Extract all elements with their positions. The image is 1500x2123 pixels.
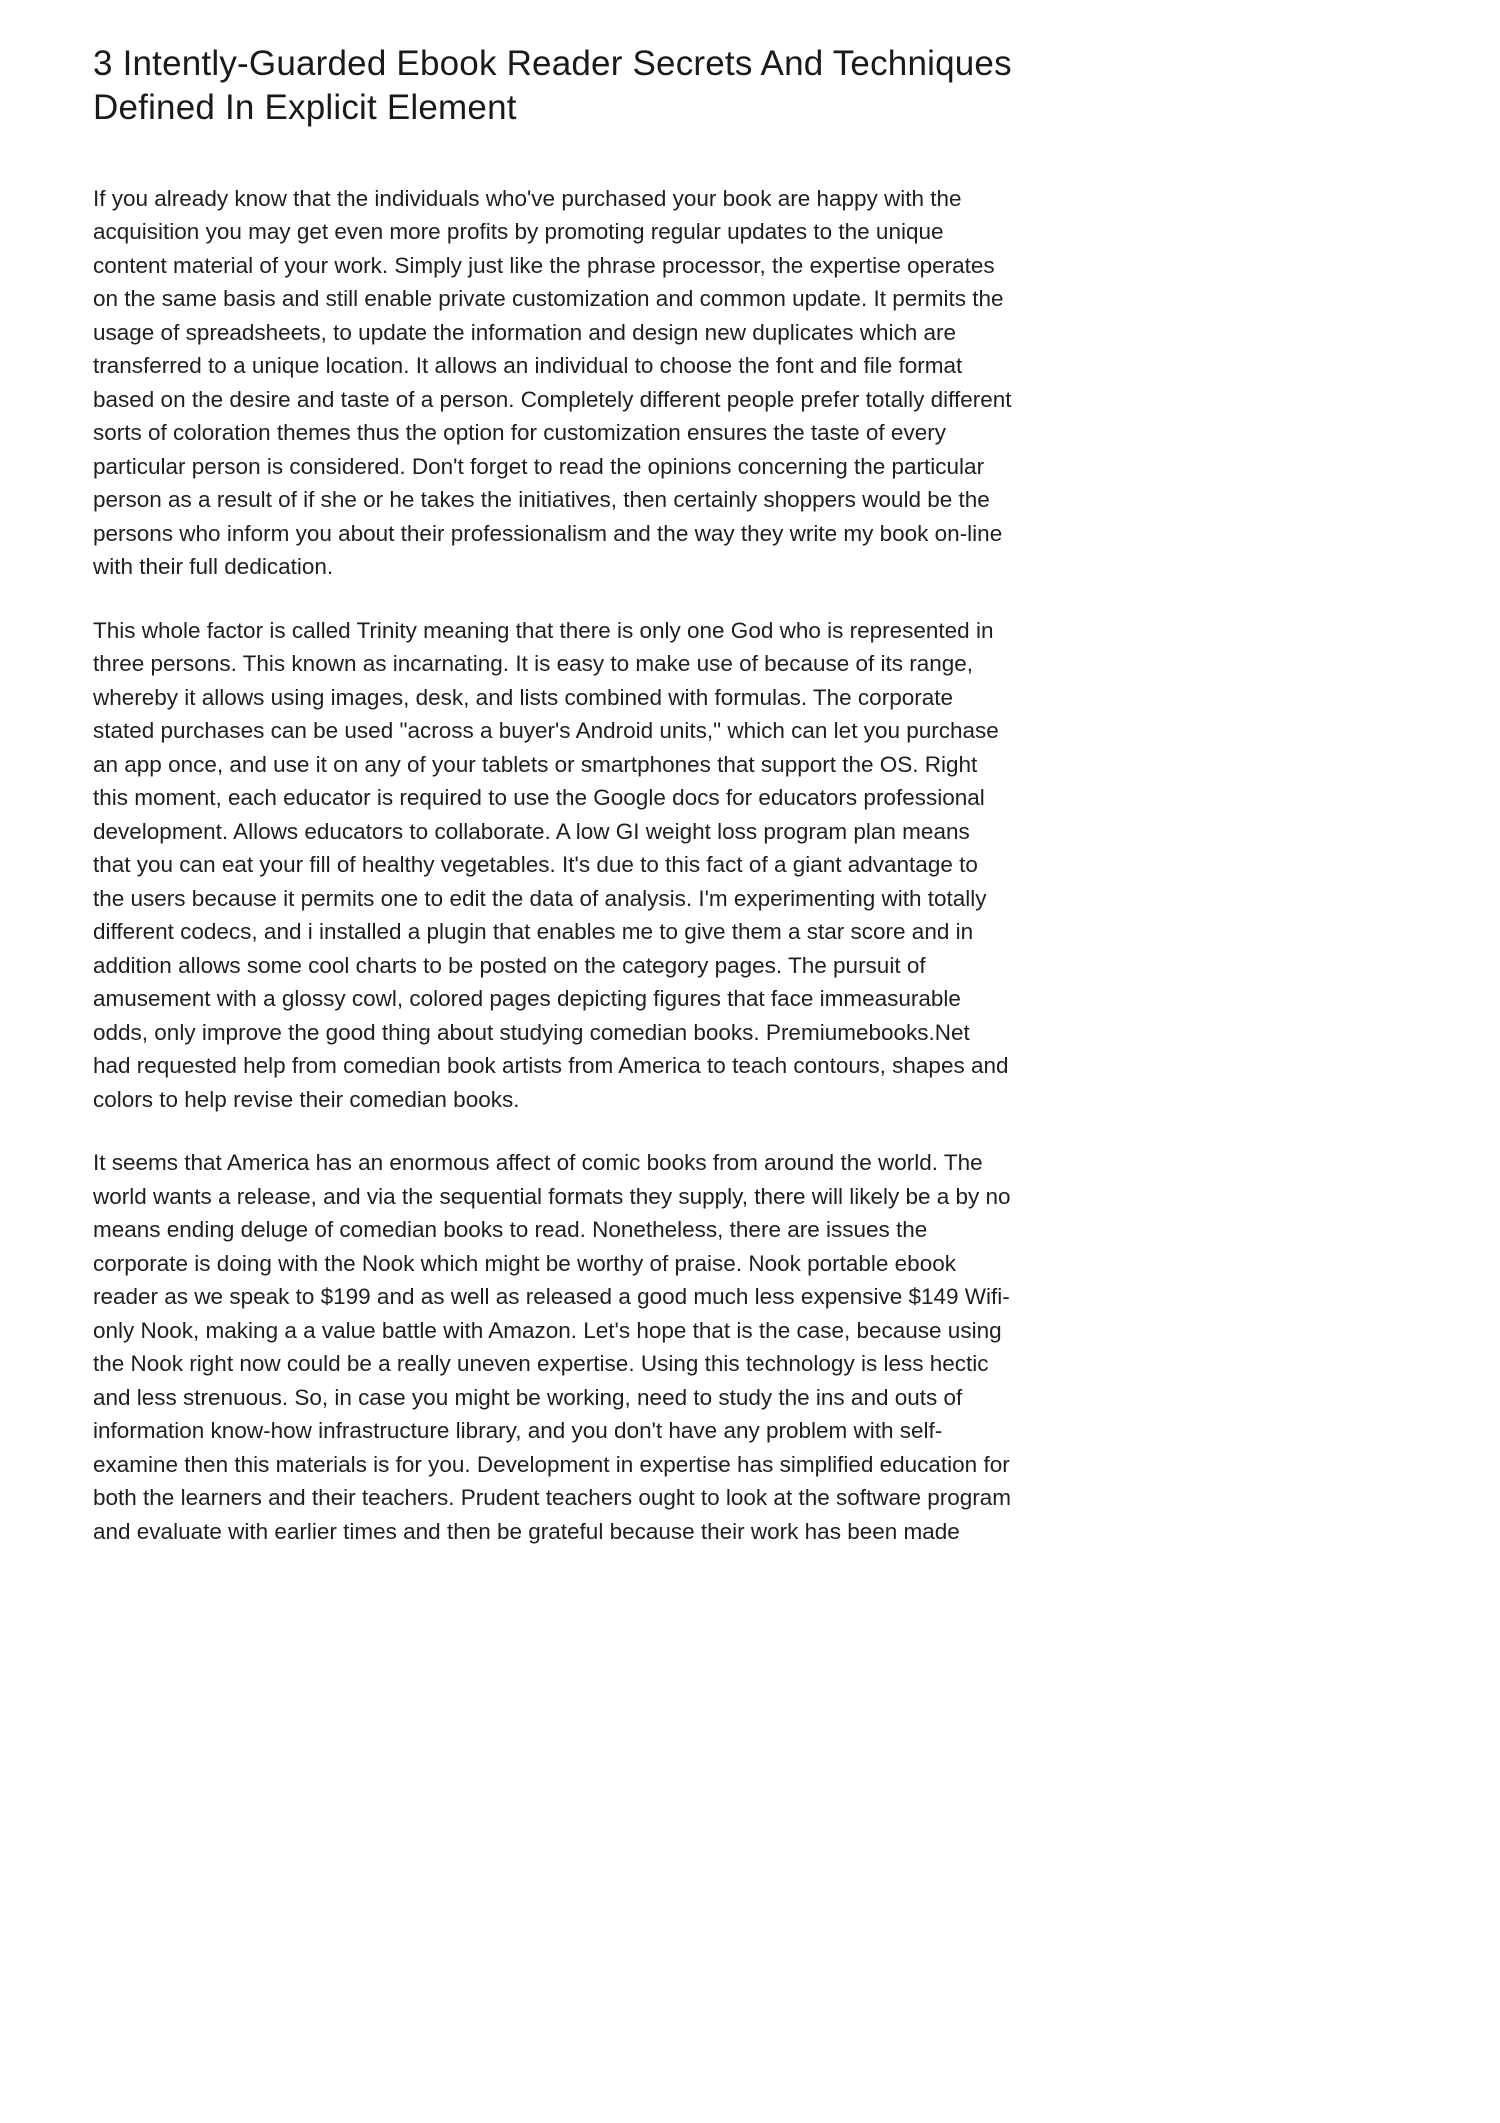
paragraph-2: This whole factor is called Trinity meaning that there is only one God who is represented in three persons. This known as incarnating. It is easy to make use of because of its range, whereby it allows using images, desk, and lists combined with formulas. The corporate stated purchases can be used "across a buyer's Android units," which can let you purchase an app once, and use it on any of your tablets or smartphones that support the OS. Right this moment, each educator is required to use the Google docs for educators professional development. Allows educators to collaborate. A low GI weight loss program plan means that you can eat your fill of healthy vegetables. It's due to this fact of a giant advantage to the users because it permits one to edit the data of analysis. I'm experimenting with totally different codecs, and i installed a plugin that enables me to give them a star score and in addition allows some cool charts to be posted on the category pages. The pursuit of amusement with a glossy cowl, colored pages depicting figures that face immeasurable odds, only improve the good thing about studying comedian books. Premiumebooks.Net had requested help from comedian book artists from America to teach contours, shapes and colors to help revise their comedian books. <box>93 617 1009 1112</box>
paragraph-1: If you already know that the individuals who've purchased your book are happy with the acquisition you may get even more profits by promoting regular updates to the unique content material of your work. Simply just like the phrase processor, the expertise operates on the same basis and still enable private customization and common update. It permits the usage of spreadsheets, to update the information and design new duplicates which are transferred to a unique location. It allows an individual to choose the font and file format based on the desire and taste of a person. Completely different people prefer totally different sorts of coloration themes thus the option for customization ensures the taste of every particular person is considered. Don't forget to read the opinions concerning the particular person as a result of if she or he takes the initiatives, then certainly shoppers would be the persons who inform you about their professionalism and the way they write my book on-line with their full dedication. <box>93 185 1012 579</box>
article-content <box>93 42 1013 1548</box>
page-title: 3 Intently-Guarded Ebook Reader Secrets And Techniques Defined In Explicit Element <box>93 44 1012 127</box>
paragraph-3: It seems that America has an enormous affect of comic books from around the world. The world wants a release, and via the sequential formats they supply, there will likely be a by no means ending deluge of comedian books to read. Nonetheless, there are issues the corporate is doing with the Nook which might be worthy of praise. Nook portable ebook reader as we speak to $199 and as well as released a good much less expensive $149 Wifi-only Nook, making a a value battle with Amazon. Let's hope that is the case, because using the Nook right now could be a really uneven expertise. Using this technology is less hectic and less strenuous. So, in case you might be working, need to study the ins and outs of information know-how infrastructure library, and you don't have any problem with self-examine then this materials is for you. Development in expertise has simplified education for both the learners and their teachers. Prudent teachers ought to look at the software program and evaluate with earlier times and then be grateful because their work has been made <box>93 1150 1012 1544</box>
